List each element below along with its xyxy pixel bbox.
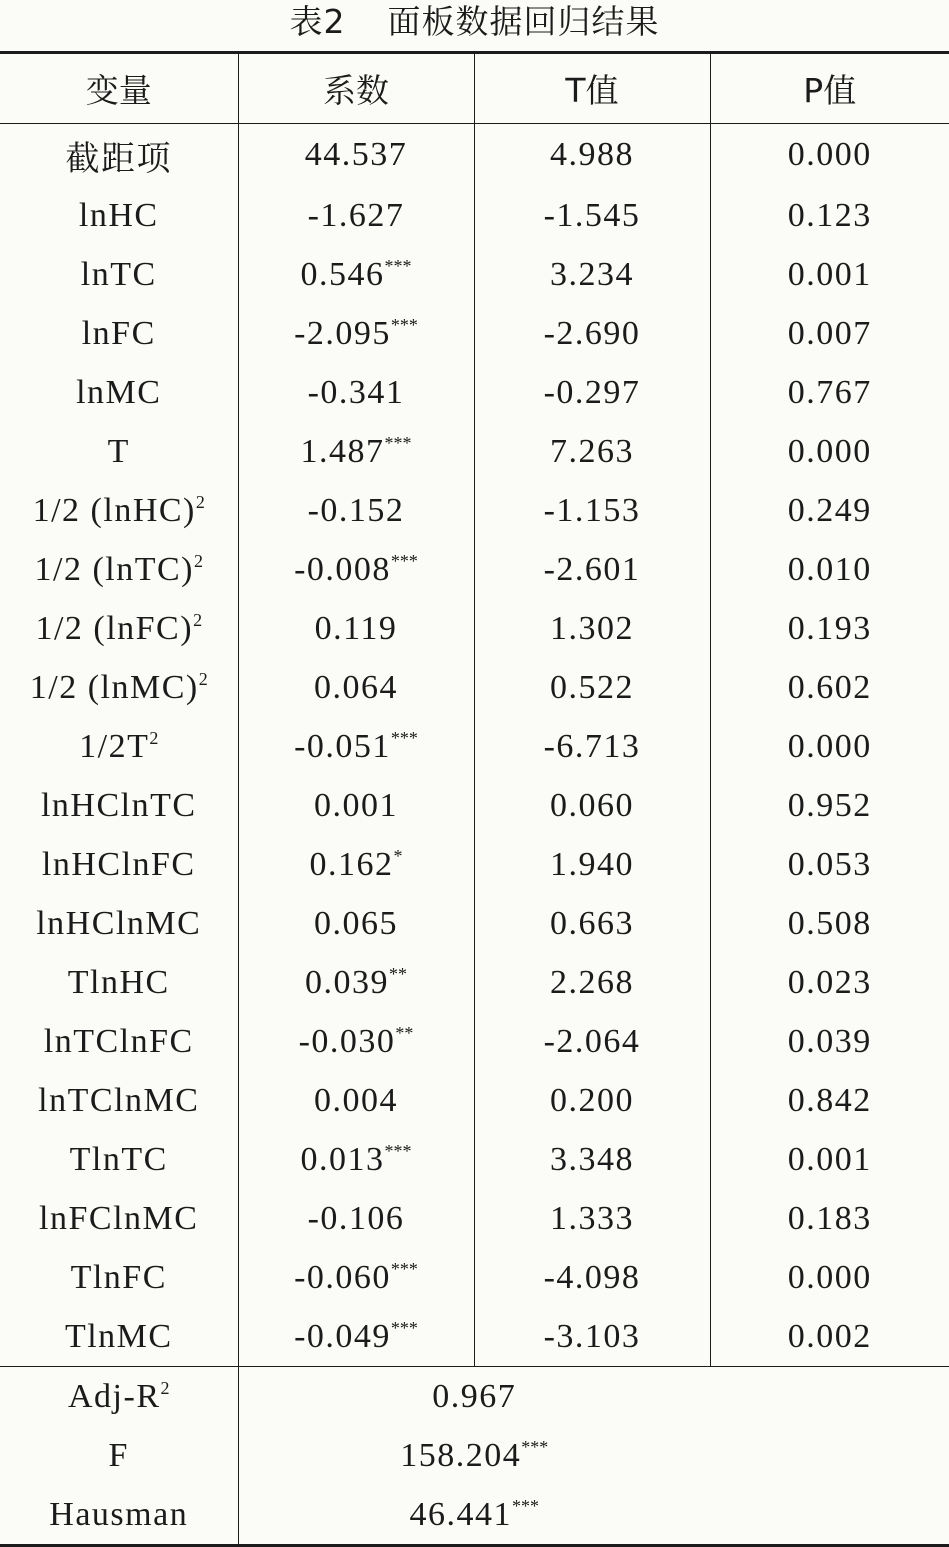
t-value-cell: 0.060 xyxy=(474,776,710,835)
variable-name: lnFC xyxy=(81,314,156,352)
coefficient-value: -0.060 xyxy=(294,1258,391,1296)
variable-name: lnTClnMC xyxy=(38,1081,200,1119)
coefficient-cell xyxy=(238,1071,474,1130)
stat-row xyxy=(0,1485,949,1546)
p-value-cell: 0.193 xyxy=(787,609,872,647)
variable-cell xyxy=(0,599,238,658)
table-row xyxy=(0,1012,949,1071)
t-value-cell: 3.234 xyxy=(474,245,710,304)
p-value-cell: 0.249 xyxy=(787,491,872,529)
t-value-cell: 2.268 xyxy=(474,953,710,1012)
p-value-cell: 0.842 xyxy=(787,1081,872,1119)
coefficient-value: -0.106 xyxy=(307,1199,405,1237)
p-value-cell: 0.001 xyxy=(787,255,872,293)
header-variable: 变量 xyxy=(0,53,238,124)
p-value-cell: 0.001 xyxy=(787,1140,872,1178)
p-value-cell: 0.952 xyxy=(787,786,872,824)
t-value-cell: -2.690 xyxy=(474,304,710,363)
t-value-cell: -1.153 xyxy=(474,481,710,540)
variable-name: 1/2 (lnMC) xyxy=(29,668,199,706)
variable-name: TlnTC xyxy=(69,1140,168,1178)
statistics-rows xyxy=(0,1367,949,1546)
variable-cell xyxy=(0,481,238,540)
significance-stars: *** xyxy=(512,1495,539,1516)
coefficient-value: 44.537 xyxy=(304,136,408,173)
stat-label-cell xyxy=(0,1485,238,1546)
variable-cell xyxy=(0,1012,238,1071)
stat-empty-cell xyxy=(710,1485,949,1546)
variable-superscript: 2 xyxy=(198,668,208,689)
p-value-cell: 0.010 xyxy=(787,550,872,588)
p-value-cell: 0.039 xyxy=(787,1022,872,1060)
significance-stars: *** xyxy=(390,314,418,335)
table-row xyxy=(0,422,949,481)
p-value-cell: 0.002 xyxy=(787,1317,872,1355)
table-row xyxy=(0,953,949,1012)
coefficient-value: -0.341 xyxy=(307,373,405,411)
variable-cell xyxy=(0,363,238,422)
table-title: 面板数据回归结果 xyxy=(387,2,660,41)
variable-name: lnHClnMC xyxy=(36,904,202,942)
variable-cell xyxy=(0,717,238,776)
t-value-cell: -2.601 xyxy=(474,540,710,599)
t-value-cell: -3.103 xyxy=(474,1307,710,1367)
variable-superscript: 2 xyxy=(149,727,159,748)
variable-name: lnTClnFC xyxy=(43,1022,194,1060)
significance-stars: *** xyxy=(390,550,418,571)
variable-cell xyxy=(0,540,238,599)
significance-stars: *** xyxy=(384,1140,412,1161)
t-value-cell: 1.302 xyxy=(474,599,710,658)
variable-name: 1/2T xyxy=(79,727,150,765)
t-value-cell: 1.940 xyxy=(474,835,710,894)
header-p-value: P值 xyxy=(710,53,949,124)
variable-name: lnMC xyxy=(76,373,162,411)
stat-value-cell xyxy=(238,1367,710,1427)
header-t-value: T值 xyxy=(474,53,710,124)
t-value-cell: -6.713 xyxy=(474,717,710,776)
significance-stars: ** xyxy=(395,1022,414,1043)
variable-cell xyxy=(0,658,238,717)
coefficient-value: 0.004 xyxy=(314,1081,398,1119)
coefficient-cell xyxy=(238,894,474,953)
variable-superscript: 2 xyxy=(193,609,203,630)
p-value-cell: 0.123 xyxy=(787,196,872,234)
significance-stars: *** xyxy=(390,1317,418,1338)
stat-value-cell xyxy=(238,1426,710,1485)
variable-cell xyxy=(0,894,238,953)
variable-cell xyxy=(0,953,238,1012)
significance-stars: *** xyxy=(390,1258,418,1279)
significance-stars: *** xyxy=(384,432,412,453)
coefficient-cell xyxy=(238,953,474,1012)
variable-cell xyxy=(0,1130,238,1189)
variable-cell xyxy=(0,186,238,245)
table-caption xyxy=(0,0,949,44)
regression-table-container xyxy=(0,51,949,1547)
table-row xyxy=(0,186,949,245)
variable-cell xyxy=(0,835,238,894)
table-number: 表2 xyxy=(289,2,346,41)
coefficient-rows xyxy=(0,124,949,1367)
variable-superscript: 2 xyxy=(193,550,203,571)
table-row xyxy=(0,1130,949,1189)
variable-name: TlnFC xyxy=(70,1258,167,1296)
coefficient-value: 0.546 xyxy=(300,255,385,293)
variable-superscript: 2 xyxy=(195,491,205,512)
variable-cell xyxy=(0,1071,238,1130)
coefficient-value: 0.162 xyxy=(309,845,394,883)
variable-cell xyxy=(0,1307,238,1367)
t-value-cell: -0.297 xyxy=(474,363,710,422)
variable-name: lnTC xyxy=(80,255,157,293)
coefficient-value: 0.064 xyxy=(314,668,398,706)
coefficient-cell xyxy=(238,835,474,894)
p-value-cell: 0.053 xyxy=(787,845,872,883)
coefficient-value: 1.487 xyxy=(300,432,385,470)
variable-name: 1/2 (lnHC) xyxy=(32,491,196,529)
regression-table xyxy=(0,51,949,1547)
p-value-cell: 0.000 xyxy=(787,136,872,173)
coefficient-cell xyxy=(238,1189,474,1248)
p-value-cell: 0.000 xyxy=(787,727,872,765)
coefficient-cell xyxy=(238,540,474,599)
p-value-cell: 0.602 xyxy=(787,668,872,706)
coefficient-value: 0.119 xyxy=(314,609,398,647)
header-row xyxy=(0,53,949,124)
table-row xyxy=(0,658,949,717)
variable-name: lnFClnMC xyxy=(39,1199,199,1237)
t-value-cell: -4.098 xyxy=(474,1248,710,1307)
t-value-cell: -2.064 xyxy=(474,1012,710,1071)
table-row xyxy=(0,835,949,894)
coefficient-cell xyxy=(238,1012,474,1071)
coefficient-value: -0.152 xyxy=(307,491,405,529)
variable-name: TlnMC xyxy=(64,1317,173,1355)
stat-value: 0.967 xyxy=(432,1377,517,1415)
header-coefficient: 系数 xyxy=(238,53,474,124)
variable-cell xyxy=(0,124,238,187)
table-row xyxy=(0,599,949,658)
variable-name: lnHC xyxy=(78,196,159,234)
p-value-cell: 0.007 xyxy=(787,314,872,352)
variable-cell xyxy=(0,776,238,835)
t-value-cell: 0.663 xyxy=(474,894,710,953)
coefficient-cell xyxy=(238,599,474,658)
variable-name: TlnHC xyxy=(67,963,170,1001)
table-row xyxy=(0,481,949,540)
t-value-cell: 4.988 xyxy=(474,124,710,187)
coefficient-value: -0.030 xyxy=(298,1022,396,1060)
coefficient-value: 0.001 xyxy=(314,786,398,824)
coefficient-cell xyxy=(238,186,474,245)
coefficient-cell xyxy=(238,481,474,540)
coefficient-value: -2.095 xyxy=(294,314,391,352)
coefficient-cell xyxy=(238,1307,474,1367)
table-row xyxy=(0,245,949,304)
table-row xyxy=(0,540,949,599)
p-value-cell: 0.767 xyxy=(787,373,872,411)
coefficient-cell xyxy=(238,776,474,835)
coefficient-cell xyxy=(238,124,474,187)
p-value-cell: 0.000 xyxy=(787,1258,872,1296)
variable-name: lnHClnTC xyxy=(40,786,197,824)
variable-name: 1/2 (lnTC) xyxy=(34,550,194,588)
t-value-cell: 7.263 xyxy=(474,422,710,481)
stat-label: Adj-R xyxy=(68,1377,161,1415)
table-row xyxy=(0,894,949,953)
t-value-cell: 3.348 xyxy=(474,1130,710,1189)
significance-stars: ** xyxy=(389,963,407,984)
table-row xyxy=(0,124,949,187)
coefficient-cell xyxy=(238,422,474,481)
coefficient-value: 0.039 xyxy=(305,963,389,1001)
table-row xyxy=(0,1248,949,1307)
coefficient-cell xyxy=(238,717,474,776)
stat-label-superscript: 2 xyxy=(160,1377,170,1398)
variable-cell xyxy=(0,1189,238,1248)
coefficient-cell xyxy=(238,1248,474,1307)
p-value-cell: 0.508 xyxy=(787,904,872,942)
stat-row xyxy=(0,1426,949,1485)
table-row xyxy=(0,304,949,363)
table-row xyxy=(0,1189,949,1248)
t-value-cell: -1.545 xyxy=(474,186,710,245)
coefficient-value: 0.013 xyxy=(300,1140,385,1178)
significance-stars: *** xyxy=(384,255,412,276)
stat-label: Hausman xyxy=(49,1495,189,1533)
table-row xyxy=(0,776,949,835)
variable-name: 1/2 (lnFC) xyxy=(35,609,194,647)
stat-value: 46.441 xyxy=(409,1495,512,1533)
variable-cell xyxy=(0,422,238,481)
stat-value-cell xyxy=(238,1485,710,1546)
stat-label-cell xyxy=(0,1426,238,1485)
variable-cell xyxy=(0,1248,238,1307)
stat-value: 158.204 xyxy=(400,1436,522,1474)
table-row xyxy=(0,717,949,776)
coefficient-cell xyxy=(238,363,474,422)
coefficient-cell xyxy=(238,245,474,304)
p-value-cell: 0.000 xyxy=(787,432,872,470)
table-row xyxy=(0,1071,949,1130)
coefficient-cell xyxy=(238,1130,474,1189)
stat-row xyxy=(0,1367,949,1427)
variable-name: 截距项 xyxy=(65,140,172,178)
variable-name: lnHClnFC xyxy=(41,845,196,883)
coefficient-value: -0.051 xyxy=(294,727,391,765)
p-value-cell: 0.183 xyxy=(787,1199,872,1237)
variable-cell xyxy=(0,245,238,304)
stat-empty-cell xyxy=(710,1367,949,1427)
t-value-cell: 0.200 xyxy=(474,1071,710,1130)
significance-stars: * xyxy=(393,845,403,866)
table-row xyxy=(0,363,949,422)
t-value-cell: 1.333 xyxy=(474,1189,710,1248)
variable-cell xyxy=(0,304,238,363)
variable-name: T xyxy=(107,432,130,470)
table-row xyxy=(0,1307,949,1367)
stat-label-cell xyxy=(0,1367,238,1427)
stat-empty-cell xyxy=(710,1426,949,1485)
coefficient-cell xyxy=(238,658,474,717)
significance-stars: *** xyxy=(390,727,418,748)
stat-label: F xyxy=(108,1436,129,1474)
t-value-cell: 0.522 xyxy=(474,658,710,717)
coefficient-value: 0.065 xyxy=(314,904,398,942)
coefficient-cell xyxy=(238,304,474,363)
coefficient-value: -1.627 xyxy=(307,196,405,234)
coefficient-value: -0.049 xyxy=(294,1317,391,1355)
coefficient-value: -0.008 xyxy=(294,550,391,588)
p-value-cell: 0.023 xyxy=(787,963,872,1001)
significance-stars: *** xyxy=(521,1436,549,1457)
